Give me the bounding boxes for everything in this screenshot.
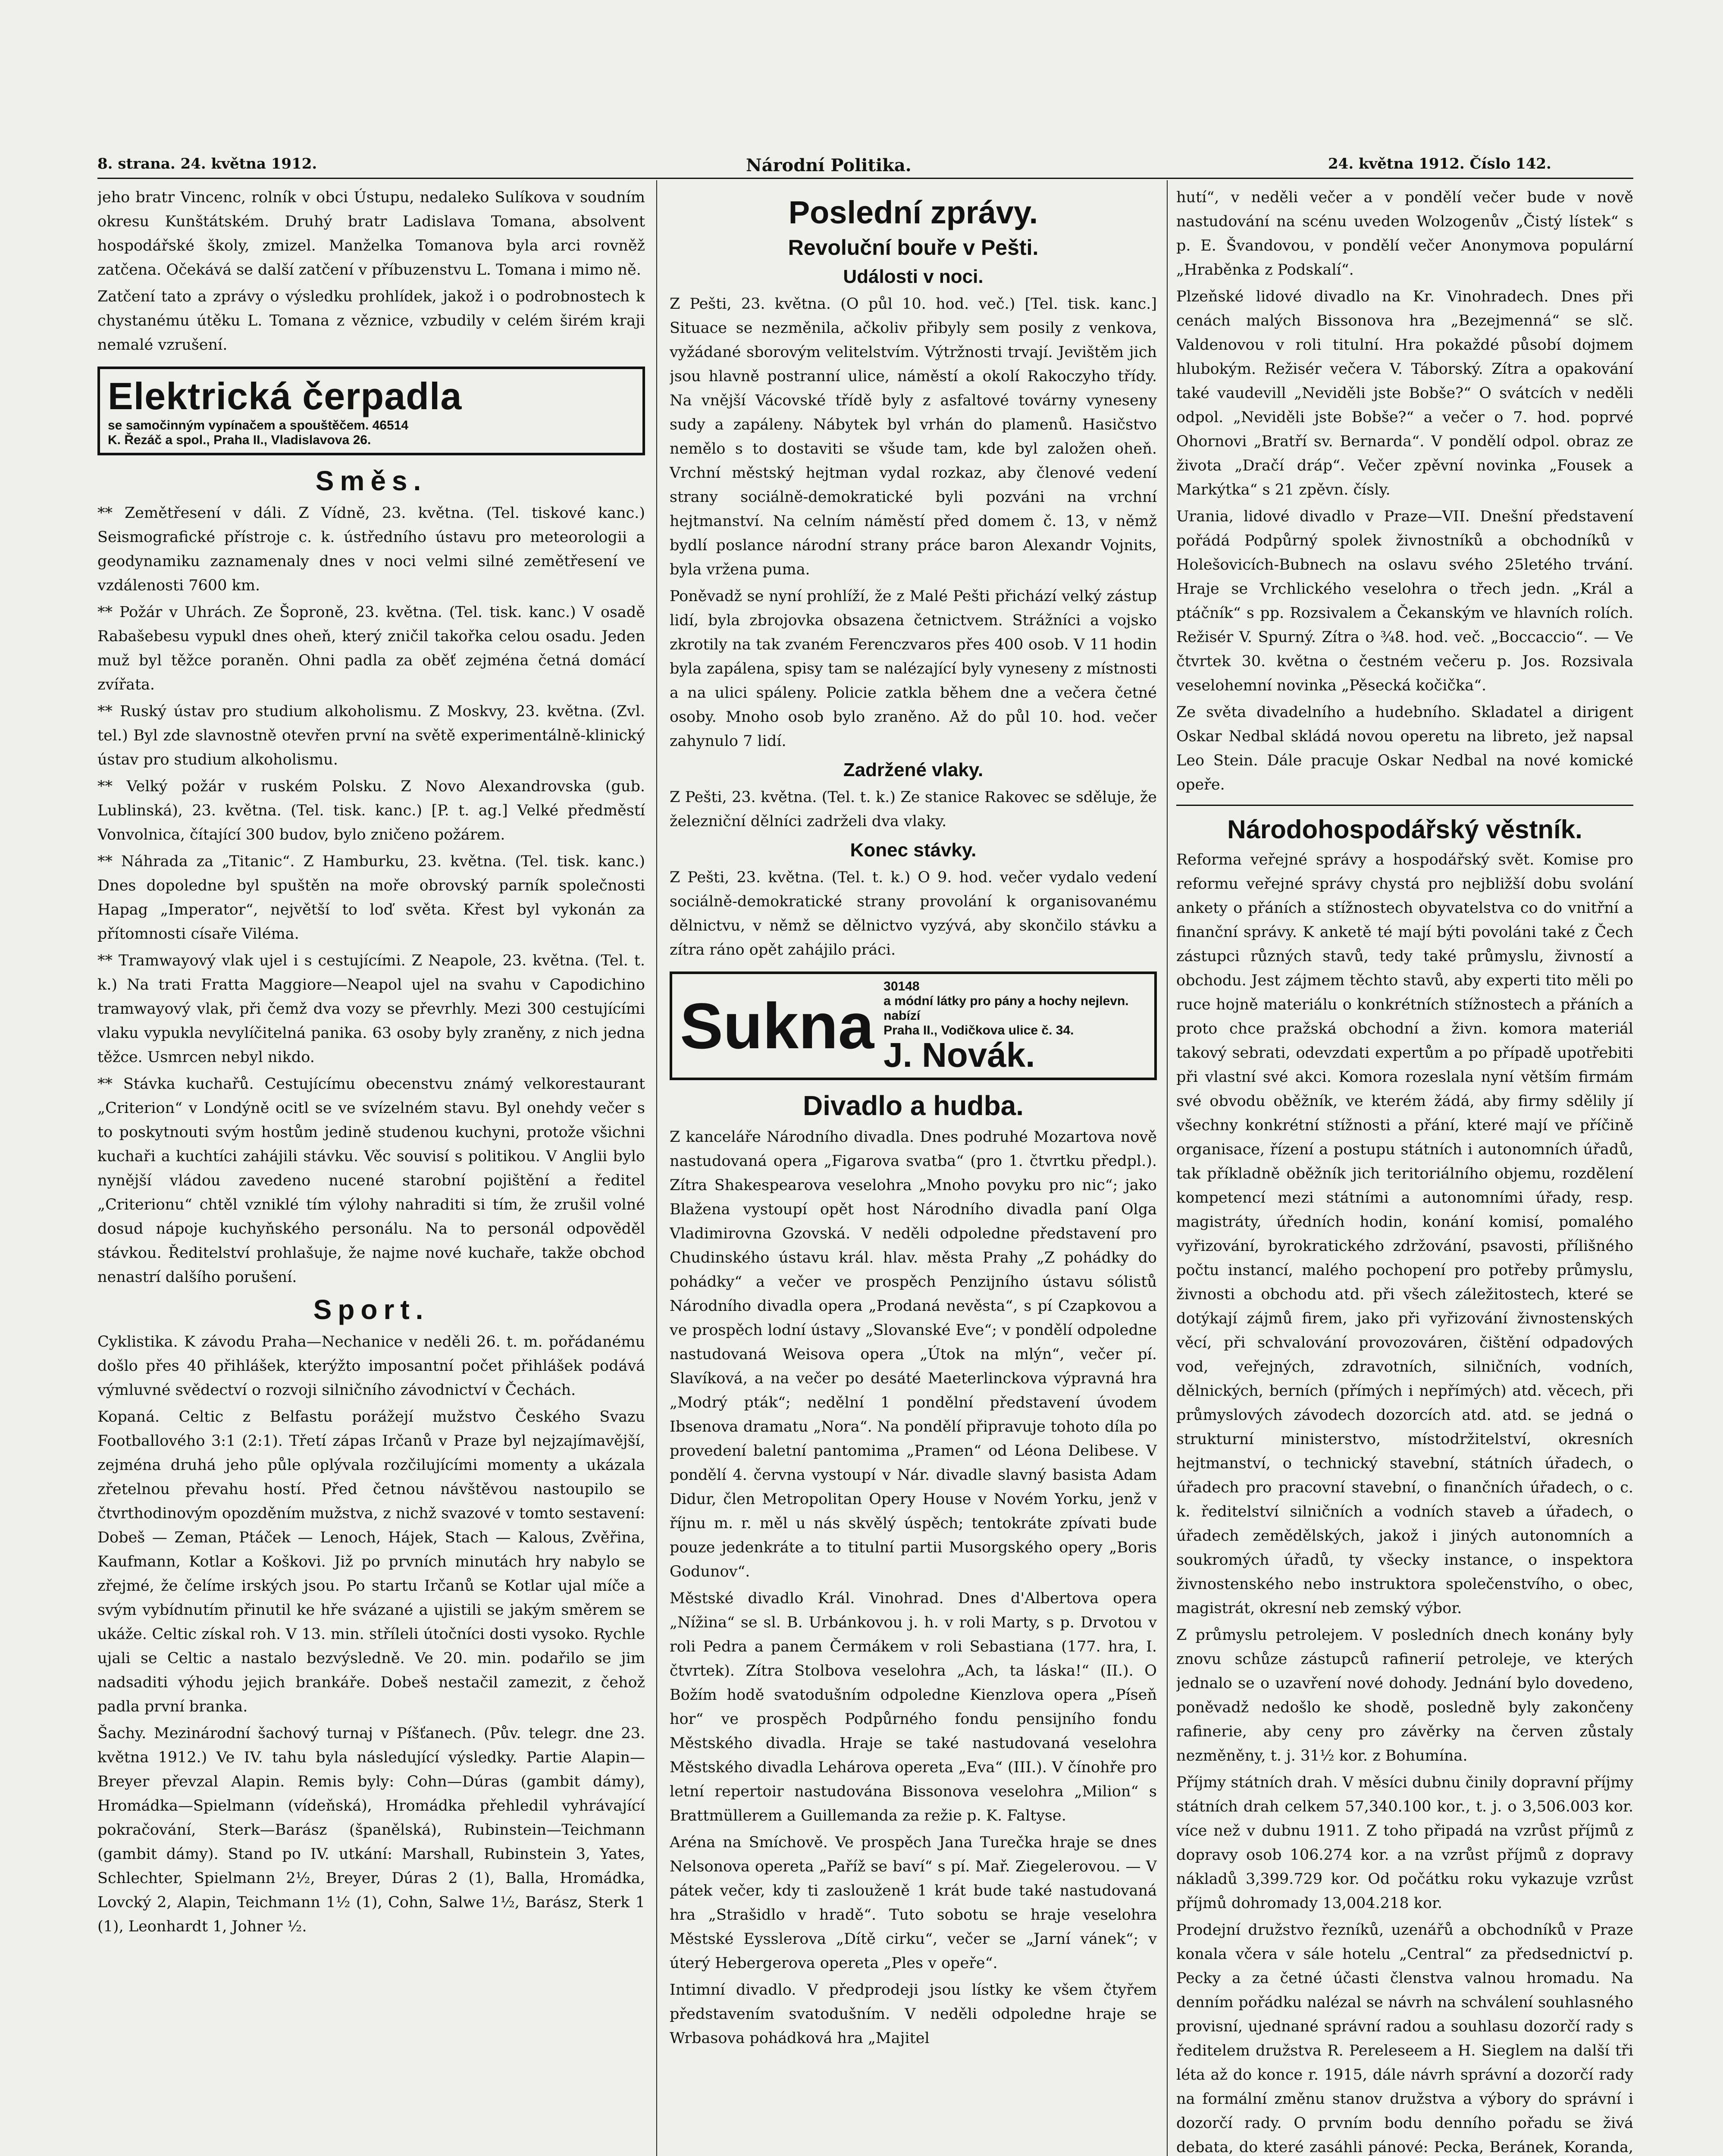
news-item: Městské divadlo Král. Vinohrad. Dnes d'Albertova opera „Nížina“ se sl. B. Urbánkovou j. h. v roli Marty, s p. Drvotou v roli Pedra a panem Čermákem v roli Sebastiana (177. hra, I. čtvrtek). Zítra Stolbova veselohra „Ach, ta láska!“ (II.). O Božím hodě svatodušním odpoledne Kienzlova opera „Píseň hor“ ve prospěch Podpůrného fondu pensijního fondu Městského divadla. Hraje se také nastudovaná veselohra Městského divadla Lehárova opereta „Eva“ (III.). V čínohře pro letní repertoir nastudována Bissonova veselohra „Milion“ s Brattmüllerem a Guillemanda za režie p. K. Faltyse. bbox=[670, 1590, 1157, 1824]
newspaper-title: Národní Politika. bbox=[746, 155, 912, 175]
news-item: Z Pešti, 23. května. (Tel. t. k.) O 9. hod. večer vydalo vedení sociálně-demokratické strany provolání k organisovanému dělnictvu, v němž se dělnictvo vyzývá, aby skončilo stávku a zítra ráno opět zahájilo práci. bbox=[670, 869, 1157, 959]
ad-firm: J. Novák. bbox=[883, 1036, 1035, 1074]
news-item: ** Požár v Uhrách. Ze Šoproně, 23. května. (Tel. tisk. kanc.) V osadě Rabašebesu vypukl dnes oheň, který zničil takořka celou osadu. Jeden muž byl těžce poraněn. Ohni padla za oběť zejména četná domácí zvířata. bbox=[97, 604, 645, 693]
article-paragraph: jeho bratr Vincenc, rolník v obci Ústupu, nedaleko Sulíkova v soudním okresu Kunštátském. Druhý bratr Ladislava Tomana, absolvent hospodářské školy, zmizel. Manželka Tomanova byla arci rovněž zatčena. Očekává se další zatčení v příbuzenstvu L. Tomana i mimo ně. bbox=[97, 189, 645, 279]
advertisement-sukna bbox=[670, 971, 1157, 1080]
news-item: hutí“, v neděli večer a v pondělí večer bude v nově nastudování na scénu uveden Wolzogenův „Čistý lístek“ s p. E. Švandovou, v pondělí večer Anonymova populární „Hraběnka z Podskalí“. bbox=[1176, 189, 1633, 279]
news-item: Z průmyslu petrolejem. V posledních dnech konány byly znovu schůze zástupců rafinerií petroleje, ve kterých jednalo se o uzavření nové dohody. Jednání bylo dovedeno, poněvadž nedošlo ke shodě, posledně byly zakončeny rafinerie, aby ceny pro závěrky na červen zůstaly nezměněny, t. j. 31½ kor. z Bohumína. bbox=[1176, 1626, 1633, 1764]
sub-heading: Konec stávky. bbox=[850, 840, 977, 861]
column-middle bbox=[670, 185, 1157, 2156]
column-divider bbox=[1167, 180, 1168, 2156]
ad-address: Praha II., Vodičkova ulice č. 34. bbox=[883, 1023, 1074, 1037]
section-heading: Národohospodářský věstník. bbox=[1227, 815, 1582, 844]
news-item: Příjmy státních drah. V měsíci dubnu činily dopravní příjmy státních drah celkem 57,340.100 kor., t. j. o 3,506.003 kor. více než v dubnu 1911. Z toho připadá na vzrůst příjmů z dopravy osob 106.274 kor. a na vzrůst příjmů z dopravy nákladů 3,399.729 kor. Od počátku roku vykazuje vzrůst příjmů dohromady 13,004.218 kor. bbox=[1176, 1774, 1633, 1912]
ad-title: Sukna bbox=[680, 990, 874, 1062]
issue-date: 24. května 1912. Číslo 142. bbox=[1328, 155, 1551, 172]
page-number: 8. strana. 24. května 1912. bbox=[97, 155, 317, 172]
news-item: Kopaná. Celtic z Belfastu porážejí mužstvo Českého Svazu Footballového 3:1 (2:1). Třetí zápas Irčanů v Praze byl nejzajímavější, zejména druhá jeho půle oplývala rozčilujícími momenty a ukázala zřetelnou převahu hostí. Před četnou návštěvou nastoupilo se čtvrthodinovým opozděním mužstva, z nichž svazové v tomto sestavení: Dobeš — Zeman, Ptáček — Lenoch, Hájek, Stach — Kalous, Zvěřina, Kaufmann, Kotlar a Koškovi. Již po prvních minutách hry nabylo se zřejmé, že čelíme irských jsou. Po startu Irčanů se Kotlar ujal míče a svým vybídnutím přinutil ke hře svázané a ujistili se jakým směrem se ukáže. Celtic získal roh. V 13. min. stříleli útočníci dosti vysoko. Rychle ujali se Celtic a nastalo bezvýsledně. Ve 20. min. podařilo se jim nadsaditi výhodu jejich brankáře. Dobeš nestačil zamezit, z čehož padla první branka. bbox=[97, 1408, 645, 1715]
section-rule bbox=[1176, 805, 1633, 806]
news-item: Poněvadž se nyní prohlíží, že z Malé Pešti přichází velký zástup lidí, byla zbrojovka obsazena četnictvem. Strážníci a vojsko zkrotily na tak zvaném Ferenczvaros přes 400 osob. V 11 hodin byla zapálena, spisy tam se nalézající byly vyneseny z místnosti a na ulici spáleny. Policie zatkla během dne a večera četné osoby. Mnoho osob bylo zraněno. Až do půl 10. hod. večer zahynulo 7 lidí. bbox=[670, 588, 1157, 750]
news-item: Cyklistika. K závodu Praha—Nechanice v neděli 26. t. m. pořádanému došlo přes 40 přihlášek, kterýžto imposantní počet přihlášek podává výmluvné svědectví o rozvoji silničního závodnictví v Čechách. bbox=[97, 1333, 645, 1399]
news-item: Reforma veřejné správy a hospodářský svět. Komise pro reformu veřejné správy chystá pro nejbližší dobu svolání ankety o přáních a stížnostech obyvatelstva co do vnitřní a finanční správy. K anketě té mají býti povoláni také z Čech zástupci různých stavů, tedy také průmyslu, živností a obchodu. Jest zájmem těchto stavů, aby experti tito měli po ruce hojně materiálu o konkrétních stížnostech a přáních a proto chce pražská obchodní a živn. komora materiál takový sebrati, odevzdati expertům a po případě upotřebiti při vlastní své akci. Komora rozeslala nyní větším firmám své obvodu oběžník, ve kterém žádá, aby firmy sdělily jí všechny konkrétní stížnosti a přání, které mají ve příčině organisace, řízení a postupu státních i autonomních úřadů, tak příkladně oběžník jich teritoriálního objemu, rozdělení kompetencí mezi státními a autonomními úřady, resp. magistráty, úředních hodin, konání komisí, pomalého vyřizování, byrokratického zdržování, psavosti, přílišného počtu instancí, malého pochopení pro potřeby průmyslu, živnosti a obchodu atd. při všech záležitostech, které se dotýkají zájmů firem, jako při vyřizování živnostenských věcí, při schvalování provozováren, čištění odpadových vod, veřejných, zdravotních, silničních, vodních, dělnických, berních (přímých i nepřímých) atd. věcech, při průmyslových závodech dozorcích atd. atd. se jedná o strukturní ministerstvo, místodržitelství, okresních hejtmanství, o technický stavební, státních úřadech, o úřadech pro pracovní stavební, o finančních úřadech, o c. k. ředitelství silničních a vodních staveb a úřadech, o úřadech zemědělských, jakož i jiných autonomních a soukromých úřadů, ty všecky instance, o inspektora živnostenského nebo instruktora společenstvího, o obec, magistrát, okresní neb zemský výbor. bbox=[1176, 851, 1633, 1617]
section-heading: Divadlo a hudba. bbox=[802, 1090, 1024, 1121]
column-right bbox=[1176, 185, 1633, 2156]
section-heading: Sport. bbox=[313, 1294, 429, 1325]
section-heading: Směs. bbox=[315, 465, 427, 496]
news-item: ** Tramwayový vlak ujel i s cestujícími. Z Neapole, 23. května. (Tel. t. k.) Na trati Fratta Maggiore—Neapol ujel na svahu v Capodichino tramwayový vlak, při čemž dva vozy se převrhly. Mezi 300 cestujícími vlaku vypukla nevylíčitelná panika. 63 osoby byly zraněny, z nich jedna těžce. Usmrcen nebyl nikdo. bbox=[97, 952, 645, 1066]
column-divider bbox=[656, 180, 657, 2156]
ad-text: se samočinným vypínačem a spouštěčem. 46514 bbox=[108, 418, 409, 432]
ad-text: a módní látky pro pány a hochy nejlevn. nabízí bbox=[883, 994, 1129, 1023]
news-item: ** Náhrada za „Titanic“. Z Hamburku, 23. května. (Tel. tisk. kanc.) Dnes dopoledne byl spuštěn na moře obrovský parník společnosti Hapag „Imperator“, největší to loď světa. Křest byl vykonán za přítomnosti císaře Viléma. bbox=[97, 853, 645, 943]
sub-heading: Události v noci. bbox=[843, 266, 984, 287]
news-item: Z Pešti, 23. května. (O půl 10. hod. več.) [Tel. tisk. kanc.] Situace se nezměnila, ačkoliv přibyly sem posily z venkova, vyžádané sborovým velitelstvím. Výtržnosti trvají. Jevištěm jich jsou hlavně postranní ulice, náměstí a okolí Rakoczyho třídy. Na vnější Vácovské třídě byly z asfaltové továrny vyneseny sudy a zapáleny. Nábytek byl vrhán do plamenů. Hasičstvo nemělo s to dostaviti se všude tam, kde byl založen oheň. Vrchní městský hejtman vydal rozkaz, aby členové vedení strany sociálně-demokratické byli pozváni na vrchní hejtmanství. Na celním náměstí před domem č. 13, v němž bydlí poslance národní strany práce baron Alexandr Vojnits, byla vržena puma. bbox=[670, 295, 1157, 578]
news-item: Z Pešti, 23. května. (Tel. t. k.) Ze stanice Rakovec se sděluje, že železniční dělníci zadrželi dva vlaky. bbox=[670, 789, 1157, 830]
news-item: ** Zemětřesení v dáli. Z Vídně, 23. května. (Tel. tiskové kanc.) Seismografické přístroje c. k. ústředního ústavu pro meteorologii a geodynamiku zaznamenaly dnes v noci velmi silné zemětřesení ve vzdálenosti 7600 km. bbox=[97, 505, 645, 594]
ad-title: Elektrická čerpadla bbox=[108, 375, 462, 417]
section-heading: Poslední zprávy. bbox=[788, 194, 1038, 230]
news-item: Z kanceláře Národního divadla. Dnes podruhé Mozartova nově nastudovaná opera „Figarova svatba“ (pro 1. čtvrtku předpl.). Zítra Shakespearova veselohra „Mnoho povyku pro nic“; jako Blažena vystoupí opět host Národního divadla paní Olga Vladimirovna Gzovská. V neděli odpoledne představení pro Chudinského ústavu král. hlav. města Prahy „Z pohádky do pohádky“ a večer ve prospěch Penzijního ústavu sólistů Národního divadla opera „Prodaná nevěsta“, s pí Czapkovou a ve prospěch lodní ústavy „Slovanské Eve“; v pondělí odpoledne nastudovaná Weisova opera „Útok na mlýn“, večer pí. Slavíková, a na večer po desáté Maeterlinckova výpravná hra „Modrý pták“; nedělní 1 pondělní představení úvodem Ibsenova dramatu „Nora“. Na pondělí připravuje tohoto díla po provedení baletní pantomima „Pramen“ od Léona Delibese. V pondělí 4. června vystoupí v Nár. divadle slavný basista Adam Didur, člen Metropolitan Opery House v Novém Yorku, jenž v říjnu m. r. měl u nás skvělý úspěch; tentokráte zpívati bude pouze jedenkráte a to titulní partii Musorgského opery „Boris Godunov“. bbox=[670, 1128, 1157, 1580]
news-item: Intimní divadlo. V předprodeji jsou lístky ke všem čtyřem představením svatodušním. V neděli odpoledne hraje se Wrbasova pohádková hra „Majitel bbox=[670, 1981, 1157, 2047]
column-left bbox=[97, 185, 645, 2156]
news-item: Plzeňské lidové divadlo na Kr. Vinohradech. Dnes při cenách malých Bissonova hra „Bezejmenná“ se slč. Valdenovou v roli titulní. Hra pokaždé působí dojmem hlubokým. Režisér večera V. Táborský. Zítra a opakování také vaudevill „Neviděli jste Bobše?“ O svátcích v neděli odpol. „Neviděli jste Bobše?“ a večer o 7. hod. poprvé Ohornovi „Bratří sv. Bernarda“. V pondělí odpol. obraz ze života „Dračí dráp“. Večer zpěvní novinka „Fousek a Markýtka“ s 21 zpěvn. čísly. bbox=[1176, 288, 1633, 498]
article-paragraph: Zatčení tato a zprávy o výsledku prohlídek, jakož i o podrobnostech k chystanému útěku L. Tomana z věznice, vzbudily v celém širém kraji nemalé vzrušení. bbox=[97, 288, 645, 354]
news-item: Šachy. Mezinárodní šachový turnaj v Píšťanech. (Pův. telegr. dne 23. května 1912.) Ve IV. tahu byla následující výsledky. Partie Alapin—Breyer převzal Alapin. Remis byly: Cohn—Dúras (gambit dámy), Hromádka—Spielmann (vídeňská), Hromádka přehledil vyhrávající pokračování, Sterk—Barász (španělská), Rubinstein—Teichmann (gambit dámy). Stand po IV. utkání: Marshall, Rubinstein 3, Yates, Schlechter, Spielmann 2½, Breyer, Dúras 2 (1), Balla, Hromádka, Lovcký 2, Alapin, Teichmann 1½ (1), Cohn, Salwe 1½, Barász, Sterk 1 (1), Leonhardt 1, Johner ½. bbox=[97, 1725, 645, 1935]
header-rule bbox=[97, 178, 1633, 179]
sub-heading: Zadržené vlaky. bbox=[843, 759, 984, 780]
news-item: Urania, lidové divadlo v Praze—VII. Dnešní představení pořádá Podpůrný spolek živnostníků a obchodníků v Holešovicích-Bubnech na oslavu svého 25letého trvání. Hraje se Vrchlického veselohra o třech jedn. „Král a ptáčník“ s pp. Rozsivalem a Čekanským ve hlavních rolích. Režisér V. Spurný. Zítra o ¾8. hod. več. „Boccaccio“. — Ve čtvrtek 30. května o čestném večeru p. Jos. Rozsivala veselohemní novinka „Pěsecká kočička“. bbox=[1176, 508, 1633, 694]
news-item: ** Ruský ústav pro studium alkoholismu. Z Moskvy, 23. května. (Zvl. tel.) Byl zde slavnostně otevřen první na světě experimentálně-klinický ústav pro studium alkoholismu. bbox=[97, 703, 645, 768]
ad-firm: K. Řezáč a spol., Praha II., Vladislavova 26. bbox=[108, 433, 371, 447]
news-item: Aréna na Smíchově. Ve prospěch Jana Turečka hraje se dnes Nelsonova opereta „Paříž se baví“ s pí. Mař. Ziegelerovou. — V pátek večer, kdy ti zaslouženě 1 krát bude také nastudovaná hra „Strašidlo v hradě“. Tuto sobotu se hraje veselohra Městské Eysslerova „Dítě cirku“, večer se „Jarní vánek“; v úterý Hebergerova opereta „Ples v opeře“. bbox=[670, 1834, 1157, 1972]
news-item: ** Velký požár v ruském Polsku. Z Novo Alexandrovska (gub. Lublinská), 23. května. (Tel. tisk. kanc.) [P. t. ag.] Velké předměstí Vonvolnica, čítající 300 budov, bylo zničeno požárem. bbox=[97, 778, 645, 843]
news-item: Ze světa divadelního a hudebního. Skladatel a dirigent Oskar Nedbal skládá novou operetu na libreto, jež napsal Leo Stein. Dále pracuje Oskar Nedbal na nové komické opeře. bbox=[1176, 704, 1633, 793]
ad-number: 30148 bbox=[883, 979, 920, 993]
sub-heading: Revoluční bouře v Pešti. bbox=[788, 235, 1039, 260]
news-item: ** Stávka kuchařů. Cestujícímu obecenstvu známý velkorestaurant „Criterion“ v Londýně ocitl se ve svízelném stavu. Byl onehdy večer s to poskytnouti svým hostům jedině studenou kuchyni, protože všichni kuchaři a kuchtíci zahájili stávku. Věc souvisí s politikou. V Anglii bylo nynější vládou zavedeno nucené starobní pojištění a ředitel „Criterionu“ chtěl vzniklé tím výlohy nahraditi si tím, že zrušil volné dosud nápoje kuchyňského personálu. Na to personál odpověděl stávkou. Ředitelství prohlašuje, že najme nové kuchaře, takže obchod nenastrí dalšího porušení. bbox=[97, 1075, 645, 1286]
news-item: Prodejní družstvo řezníků, uzenářů a obchodníků v Praze konala včera v sále hotelu „Central“ za předsednictví p. Pecky a za četné účasti členstva valnou hromadu. Na denním pořádku nalézal se návrh na schválení souhlasného provisní, ujednané správní radou a souhlasu dozorčí rady s ředitelem družstva R. Pereleseem a H. Sieglem na další tři léta až do konce r. 1915, dále návrh správní a dozorčí rady na formální změnu stanov družstva a výbory do správní i dozorčí rady. O prvním bodu denního pořadu se živá debata, do které zasáhli pánové: Pecka, Beránek, Koranda, bbox=[1176, 1921, 1633, 2156]
advertisement-pumps bbox=[97, 367, 645, 455]
